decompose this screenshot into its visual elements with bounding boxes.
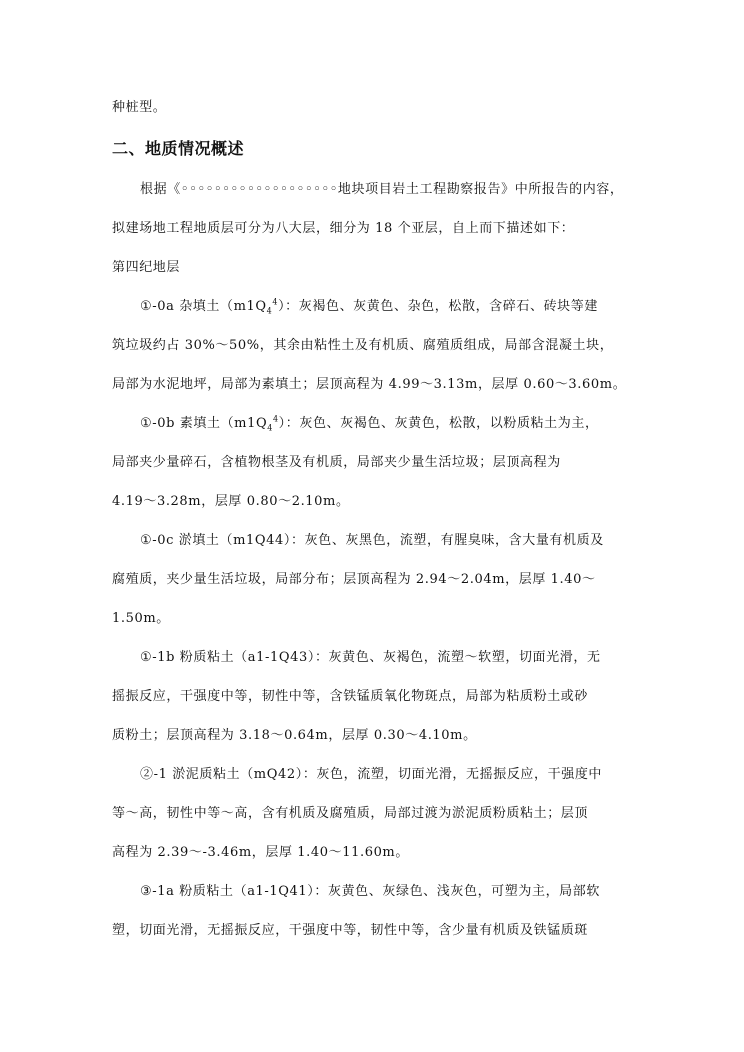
intro-paragraph-line-2: 拟建场地工程地质层可分为八大层，细分为 18 个亚层，自上而下描述如下：	[112, 221, 575, 236]
layer-1b-line-1: ①-1b 粉质粘土（a1-1Q43）：灰黄色、灰褐色，流塑～软塑，切面光滑，无	[140, 650, 601, 665]
layer-0b-line-2: 局部夹少量碎石，含植物根茎及有机质，局部夹少量生活垃圾；层顶高程为	[112, 455, 561, 470]
layer-0b-line-3: 4.19～3.28m，层厚 0.80～2.10m。	[112, 494, 350, 509]
layer-1b-line-2: 摇振反应，干强度中等，韧性中等，含铁锰质氧化物斑点，局部为粘质粉土或砂	[112, 689, 589, 704]
layer-0b-head: ①-0b 素填土（m1Q	[140, 416, 268, 431]
layer-3-1a-line-2: 塑，切面光滑，无摇振反应，干强度中等，韧性中等，含少量有机质及铁锰质斑	[112, 923, 589, 938]
layer-0c-line-2: 腐殖质，夹少量生活垃圾，局部分布；层顶高程为 2.94～2.04m，层厚 1.40～	[112, 572, 596, 587]
intro-paragraph-line-1: 根据《◦◦◦◦◦◦◦◦◦◦◦◦◦◦◦◦◦◦◦地块项目岩土工程勘察报告》中所报告的内容，	[140, 182, 624, 197]
layer-2-1-line-2: 等～高，韧性中等～高，含有机质及腐殖质，局部过渡为淤泥质粉质粘土；层顶	[112, 806, 589, 821]
layer-0a-line-1	[140, 295, 598, 316]
quaternary-label: 第四纪地层	[112, 260, 181, 275]
layer-0c-line-3: 1.50m。	[112, 611, 170, 626]
layer-0c-line-1: ①-0c 淤填土（m1Q44）：灰色、灰黑色，流塑，有腥臭味，含大量有机质及	[140, 533, 604, 548]
intro-tail-line: 种桩型。	[112, 100, 167, 115]
layer-0a-sup: 4	[272, 297, 279, 307]
layer-0b-line-1	[140, 412, 599, 433]
section-title: 二、地质情况概述	[112, 139, 245, 158]
layer-0b-sub: 4	[267, 423, 273, 433]
layer-0a-head: ①-0a 杂填土（m1Q	[140, 299, 267, 314]
layer-0a-line-3: 局部为水泥地坪，局部为素填土；层顶高程为 4.99～3.13m，层厚 0.60～3.60m。	[112, 377, 627, 392]
layer-2-1-line-1: ②-1 淤泥质粘土（mQ42）：灰色，流塑，切面光滑，无摇振反应，干强度中	[140, 767, 603, 782]
layer-2-1-line-3: 高程为 2.39～-3.46m，层厚 1.40～11.60m。	[112, 845, 409, 860]
layer-0b-rest: ）：灰色、灰褐色、灰黄色，松散，以粉质粘土为主，	[278, 416, 599, 431]
layer-1b-line-3: 质粉土；层顶高程为 3.18～0.64m，层厚 0.30～4.10m。	[112, 728, 477, 743]
layer-0b-sup: 4	[272, 414, 279, 424]
layer-0a-sub: 4	[266, 306, 273, 316]
layer-0a-line-2: 筑垃圾约占 30%～50%，其余由粘性土及有机质、腐殖质组成，局部含混凝土块，	[112, 338, 614, 353]
layer-3-1a-line-1: ③-1a 粉质粘土（a1-1Q41）：灰黄色、灰绿色、浅灰色，可塑为主，局部软	[140, 884, 600, 899]
layer-0a-rest: ）：灰褐色、灰黄色、杂色，松散，含碎石、砖块等建	[278, 299, 598, 314]
